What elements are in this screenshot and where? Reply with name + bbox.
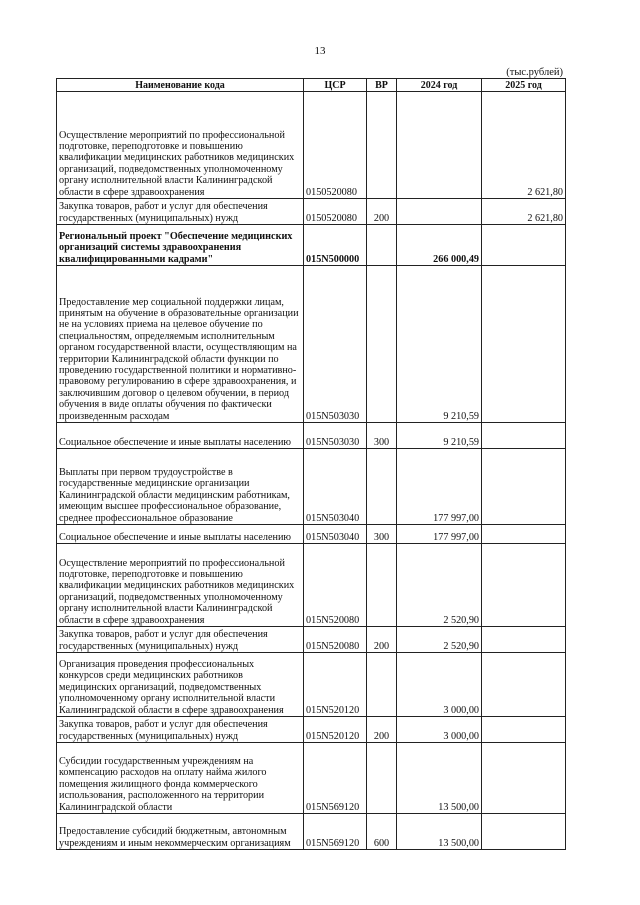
table-row [57,627,566,653]
row-vr: 300 [367,423,397,449]
table-row [57,225,566,266]
row-csr: 015N500000 [304,225,367,266]
row-csr: 015N520080 [304,544,367,627]
row-name: Социальное обеспечение и иные выплаты населению [57,423,304,449]
row-vr [367,266,397,423]
row-name: Закупка товаров, работ и услуг для обеспечения государственных (муниципальных) нужд [57,717,304,743]
row-2024: 9 210,59 [397,266,482,423]
row-2024 [397,199,482,225]
row-2024: 3 000,00 [397,717,482,743]
row-csr: 015N503030 [304,266,367,423]
row-name: Осуществление мероприятий по профессиональной подготовке, переподготовке и повышению квалификации медицинских работников медицинских организаций, подведомственных уполномоченному органу исполнительной власти Калининградской области в сфере здравоохранения [57,544,304,627]
row-csr: 015N569120 [304,743,367,814]
row-name: Осуществление мероприятий по профессиональной подготовке, переподготовке и повышению квалификации медицинских работников медицинских организаций, подведомственных уполномоченному органу исполнительной власти Калининградской области в сфере здравоохранения [57,92,304,199]
row-2025 [482,525,566,544]
row-csr: 015N503030 [304,423,367,449]
header-vr: ВР [367,79,397,92]
row-2025 [482,627,566,653]
row-2025 [482,814,566,850]
row-2025 [482,449,566,525]
row-name: Предоставление субсидий бюджетным, автономным учреждениям и иным некоммерческим организациям [57,814,304,850]
row-name: Субсидии государственным учреждениям на компенсацию расходов на оплату найма жилого помещения жилищного фонда коммерческого использования, расположенного на территории Калининградской области [57,743,304,814]
row-csr: 015N520120 [304,653,367,717]
row-2025 [482,653,566,717]
row-2025 [482,544,566,627]
row-name: Предоставление мер социальной поддержки лицам, принятым на обучение в образовательные организации не на условиях приема на целевое обучение по специальностям, определяемым исполнительным органом государственной власти, осуществляющим на территории Калининградской области функции по проведению государственной политики и нормативно-правовому регулированию в сфере здравоохранения, и заключившим договор о целевом обучении, в период обучения в виде оплаты обучения по фактически произведенным расходам [57,266,304,423]
row-vr [367,653,397,717]
table-row [57,814,566,850]
budget-table [56,78,566,850]
row-vr [367,92,397,199]
table-row [57,199,566,225]
row-csr: 015N569120 [304,814,367,850]
row-csr: 015N520120 [304,717,367,743]
row-2025 [482,423,566,449]
row-2025 [482,743,566,814]
row-name: Выплаты при первом трудоустройстве в государственные медицинские организации Калининградской области медицинским работникам, имеющим высшее профессиональное образование, среднее профессиональное образование [57,449,304,525]
row-name: Организация проведения профессиональных конкурсов среди медицинских работников медицинских организаций, подведомственных уполномоченному органу исполнительной власти Калининградской области в сфере здравоохранения [57,653,304,717]
row-vr [367,225,397,266]
row-csr: 015N503040 [304,449,367,525]
row-2024: 13 500,00 [397,814,482,850]
header-name: Наименование кода [57,79,304,92]
row-csr: 0150520080 [304,199,367,225]
table-row [57,423,566,449]
row-vr: 200 [367,627,397,653]
row-2024 [397,92,482,199]
row-vr [367,449,397,525]
row-2024: 177 997,00 [397,525,482,544]
row-vr [367,544,397,627]
row-2024: 2 520,90 [397,627,482,653]
row-vr: 600 [367,814,397,850]
header-2024: 2024 год [397,79,482,92]
table-row [57,544,566,627]
row-2024: 13 500,00 [397,743,482,814]
row-name: Закупка товаров, работ и услуг для обеспечения государственных (муниципальных) нужд [57,199,304,225]
row-2024: 2 520,90 [397,544,482,627]
row-vr [367,743,397,814]
header-2025: 2025 год [482,79,566,92]
page-number: 13 [314,45,326,57]
row-vr: 200 [367,717,397,743]
row-2025: 2 621,80 [482,199,566,225]
row-2024: 3 000,00 [397,653,482,717]
table-row [57,92,566,199]
table-row [57,717,566,743]
row-name: Региональный проект "Обеспечение медицинских организаций системы здравоохранения квалифицированными кадрами" [57,225,304,266]
row-vr: 200 [367,199,397,225]
row-2024: 9 210,59 [397,423,482,449]
row-csr: 015N503040 [304,525,367,544]
row-name: Социальное обеспечение и иные выплаты населению [57,525,304,544]
row-2024: 266 000,49 [397,225,482,266]
table-row [57,653,566,717]
row-2025 [482,717,566,743]
row-csr: 0150520080 [304,92,367,199]
table-row [57,525,566,544]
row-2025 [482,225,566,266]
table-row [57,266,566,423]
row-vr: 300 [367,525,397,544]
row-2025: 2 621,80 [482,92,566,199]
header-csr: ЦСР [304,79,367,92]
table-row [57,743,566,814]
row-2025 [482,266,566,423]
row-name: Закупка товаров, работ и услуг для обеспечения государственных (муниципальных) нужд [57,627,304,653]
units-label: (тыс.рублей) [506,67,563,78]
table-row [57,449,566,525]
row-2024: 177 997,00 [397,449,482,525]
row-csr: 015N520080 [304,627,367,653]
table-header-row [57,79,566,92]
